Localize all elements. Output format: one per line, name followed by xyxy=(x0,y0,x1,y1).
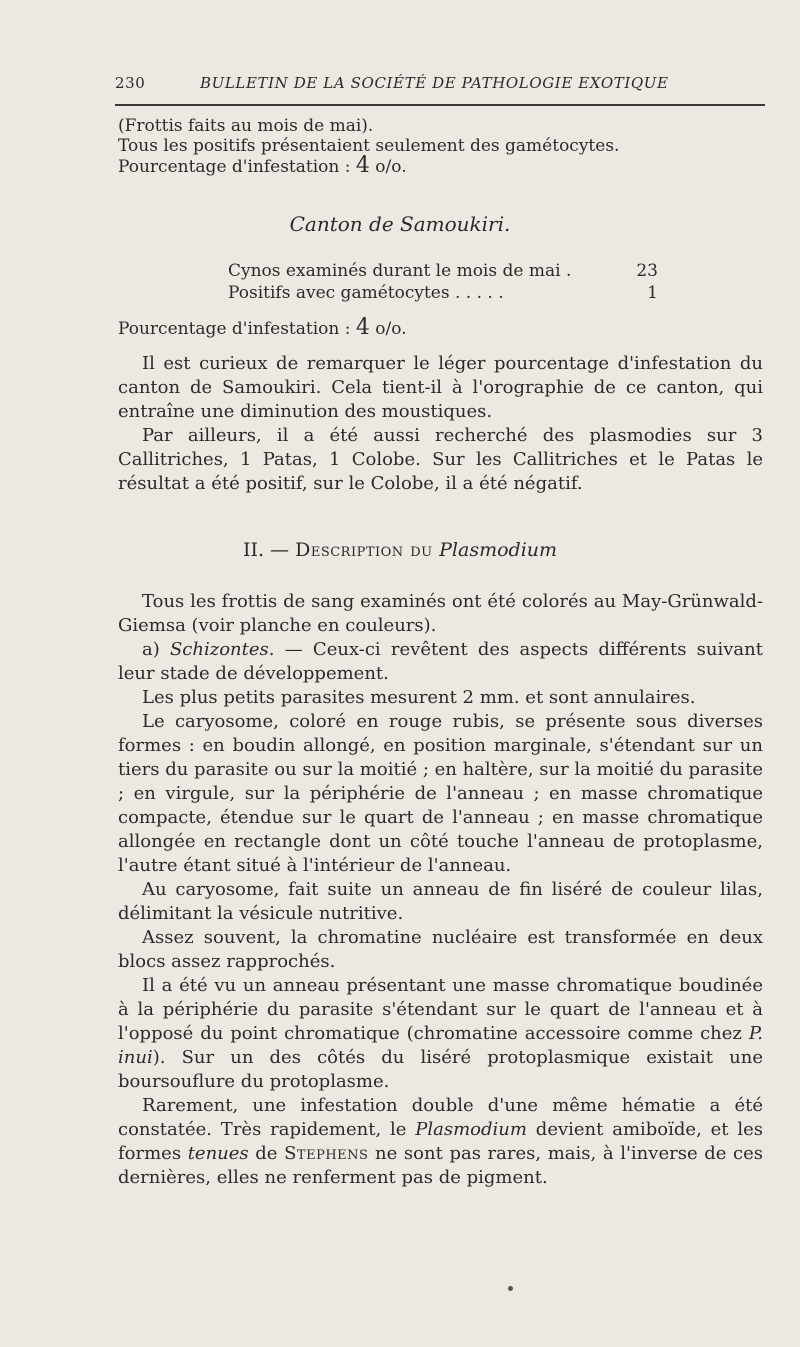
header-rule xyxy=(115,104,765,106)
intro-block xyxy=(118,116,763,177)
paragraph: Tous les frottis de sang examinés ont été colorés au May-Grünwald-Giemsa (voir planche en couleurs). xyxy=(118,591,763,636)
paragraph: Au caryosome, fait suite un anneau de fin liséré de couleur lilas, délimitant la vésicule nutritive. xyxy=(118,879,763,924)
paragraph: Assez souvent, la chromatine nucléaire est transformée en deux blocs assez rapprochés. xyxy=(118,927,763,972)
intro-line-1: (Frottis faits au mois de mai). xyxy=(118,116,374,136)
row-label: Positifs avec gamétocytes . . . . . xyxy=(228,283,504,303)
paragraph: a) Schizontes. — Ceux-ci revêtent des aspects différents suivant leur stade de développement. xyxy=(118,639,763,684)
intro-line-2: Tous les positifs présentaient seulement des gamétocytes. xyxy=(118,136,620,156)
body-section-1 xyxy=(118,352,763,496)
ink-dot xyxy=(508,1286,513,1291)
page-number: 230 xyxy=(115,74,146,92)
paragraph: Par ailleurs, il a été aussi recherché des plasmodies sur 3 Callitriches, 1 Patas, 1 Colobe. Sur les Callitriches et le Patas le résultat a été positif, sur le Colobe, il a été négatif. xyxy=(118,425,763,494)
paragraph: Il est curieux de remarquer le léger pourcentage d'infestation du canton de Samoukiri. Cela tient-il à l'orographie de ce canton, qui entraîne une diminution des moustiques. xyxy=(118,353,763,422)
canton-percentage: Pourcentage d'infestation : 4 o/o. xyxy=(118,315,407,340)
paragraph: Les plus petits parasites mesurent 2 mm. et sont annulaires. xyxy=(142,687,696,708)
row-value: 23 xyxy=(636,261,658,281)
journal-title: BULLETIN DE LA SOCIÉTÉ DE PATHOLOGIE EXOTIQUE xyxy=(200,74,669,92)
table-row xyxy=(228,282,658,304)
intro-line-3: Pourcentage d'infestation : 4 o/o. xyxy=(118,153,407,178)
paragraph: Rarement, une infestation double d'une même hématie a été constatée. Très rapidement, le Plasmodium devient amiboïde, et les formes tenues de Stephens ne sont pas rares, mais, à l'inverse de ces dernières, elles ne renferment pas de pigment. xyxy=(118,1095,763,1188)
body-section-2 xyxy=(118,590,763,1190)
row-label: Cynos examinés durant le mois de mai . xyxy=(228,261,572,281)
canton-table xyxy=(228,260,658,304)
paragraph: Il a été vu un anneau présentant une masse chromatique boudinée à la périphérie du parasite s'étendant sur le quart de l'anneau et à l'opposé du point chromatique (chromatine accessoire comme chez P. inui). Sur un des côtés du liséré protoplasmique existait une boursouflure du protoplasme. xyxy=(118,975,763,1092)
table-row xyxy=(228,260,658,282)
row-value: 1 xyxy=(647,283,658,303)
canton-heading: Canton de Samoukiri. xyxy=(289,212,511,236)
section-heading: II. — Description du Plasmodium xyxy=(242,539,558,561)
paragraph: Le caryosome, coloré en rouge rubis, se présente sous diverses formes : en boudin allongé, en position marginale, s'étendant sur un tiers du parasite ou sur la moitié ; en haltère, sur la moitié du parasite ; en virgule, sur la périphérie de l'anneau ; en masse chromatique compacte, étendue sur le quart de l'anneau ; en masse chromatique allongée en rectangle dont un côté touche l'anneau de protoplasme, l'autre étant situé à l'intérieur de l'anneau. xyxy=(118,711,763,876)
